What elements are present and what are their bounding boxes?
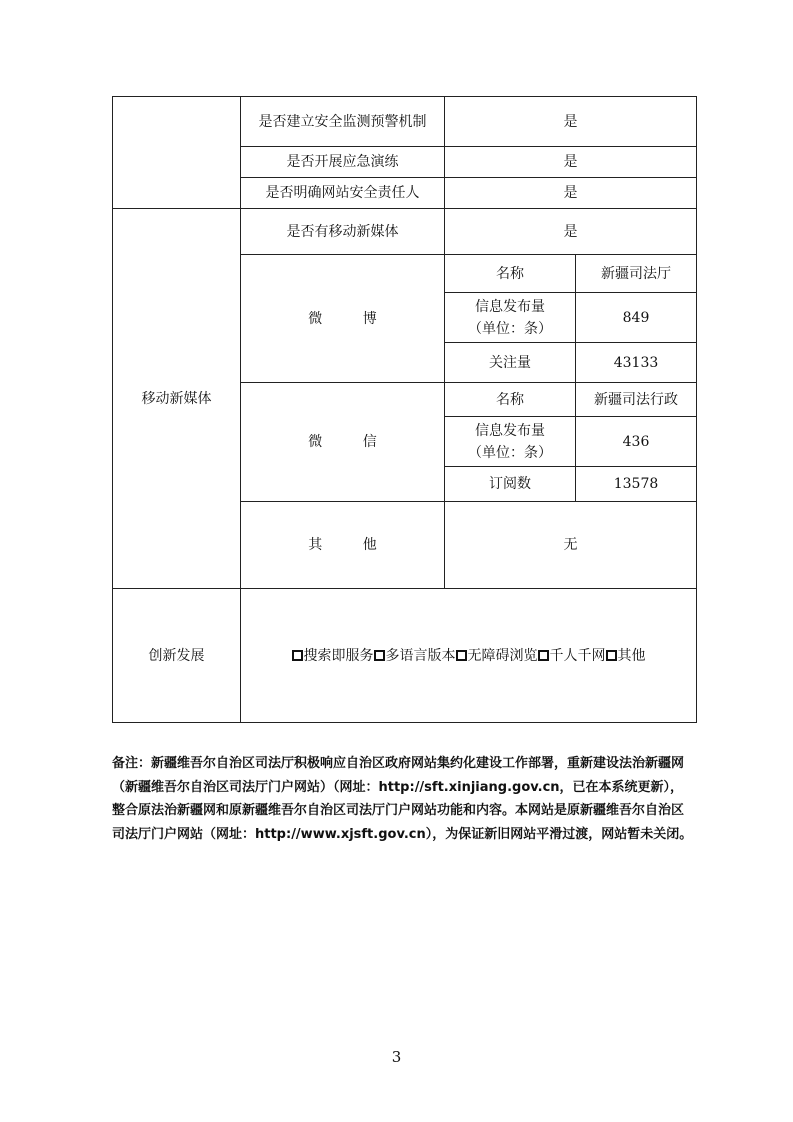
checkbox-icon[interactable] bbox=[374, 650, 385, 661]
table-row bbox=[113, 589, 697, 723]
blank-section-cell bbox=[113, 97, 241, 209]
wechat-subscribers-value: 13578 bbox=[576, 467, 697, 502]
security-owner-label: 是否明确网站安全责任人 bbox=[241, 178, 445, 209]
checkbox-icon[interactable] bbox=[538, 650, 549, 661]
emergency-drill-label: 是否开展应急演练 bbox=[241, 147, 445, 178]
emergency-drill-value: 是 bbox=[445, 147, 697, 178]
mobile-section-label: 移动新媒体 bbox=[113, 209, 241, 589]
weibo-followers-value: 43133 bbox=[576, 343, 697, 383]
weibo-posts-label bbox=[445, 293, 576, 343]
security-owner-value: 是 bbox=[445, 178, 697, 209]
option-accessibility: 无障碍浏览 bbox=[467, 647, 538, 664]
wechat-posts-value: 436 bbox=[576, 417, 697, 467]
weibo-name-value: 新疆司法厅 bbox=[576, 255, 697, 293]
has-mobile-value: 是 bbox=[445, 209, 697, 255]
checkbox-icon[interactable] bbox=[292, 650, 303, 661]
page-number: 3 bbox=[391, 1048, 402, 1066]
wechat-label: 微 信 bbox=[241, 383, 445, 502]
other-media-value: 无 bbox=[445, 502, 697, 589]
table-row bbox=[113, 97, 697, 147]
option-search-service: 搜索即服务 bbox=[303, 647, 374, 664]
report-table bbox=[112, 96, 697, 723]
wechat-name-value: 新疆司法行政 bbox=[576, 383, 697, 417]
wechat-posts-label-line2: （单位：条） bbox=[468, 444, 552, 461]
has-mobile-label: 是否有移动新媒体 bbox=[241, 209, 445, 255]
innovation-section-label: 创新发展 bbox=[113, 589, 241, 723]
other-media-label: 其 他 bbox=[241, 502, 445, 589]
weibo-posts-label-line1: 信息发布量 bbox=[475, 298, 545, 315]
table-row bbox=[113, 209, 697, 255]
weibo-followers-label: 关注量 bbox=[445, 343, 576, 383]
wechat-posts-label-line1: 信息发布量 bbox=[475, 422, 545, 439]
wechat-name-label: 名称 bbox=[445, 383, 576, 417]
weibo-posts-label-line2: （单位：条） bbox=[468, 320, 552, 337]
weibo-label: 微 博 bbox=[241, 255, 445, 383]
weibo-posts-value: 849 bbox=[576, 293, 697, 343]
security-monitoring-value: 是 bbox=[445, 97, 697, 147]
checkbox-icon[interactable] bbox=[606, 650, 617, 661]
innovation-checklist bbox=[292, 648, 646, 664]
checkbox-icon[interactable] bbox=[456, 650, 467, 661]
innovation-options bbox=[241, 589, 697, 723]
option-personalized: 千人千网 bbox=[549, 647, 606, 664]
wechat-subscribers-label: 订阅数 bbox=[445, 467, 576, 502]
option-multilingual: 多语言版本 bbox=[385, 647, 456, 664]
weibo-name-label: 名称 bbox=[445, 255, 576, 293]
security-monitoring-label: 是否建立安全监测预警机制 bbox=[241, 97, 445, 147]
wechat-posts-label bbox=[445, 417, 576, 467]
remark-note: 备注：新疆维吾尔自治区司法厅积极响应自治区政府网站集约化建设工作部署，重新建设法治新疆网（新疆维吾尔自治区司法厅门户网站）（网址：http://sft.xinjiang.gov.cn，已在本系统更新），整合原法治新疆网和原新疆维吾尔自治区司法厅门户网站功能和内容。本网站是原新疆维吾尔自治区司法厅门户网站（网址：http://www.xjsft.gov.cn），为保证新旧网站平滑过渡，网站暂未关闭。 bbox=[112, 756, 693, 842]
option-other: 其他 bbox=[617, 647, 646, 664]
